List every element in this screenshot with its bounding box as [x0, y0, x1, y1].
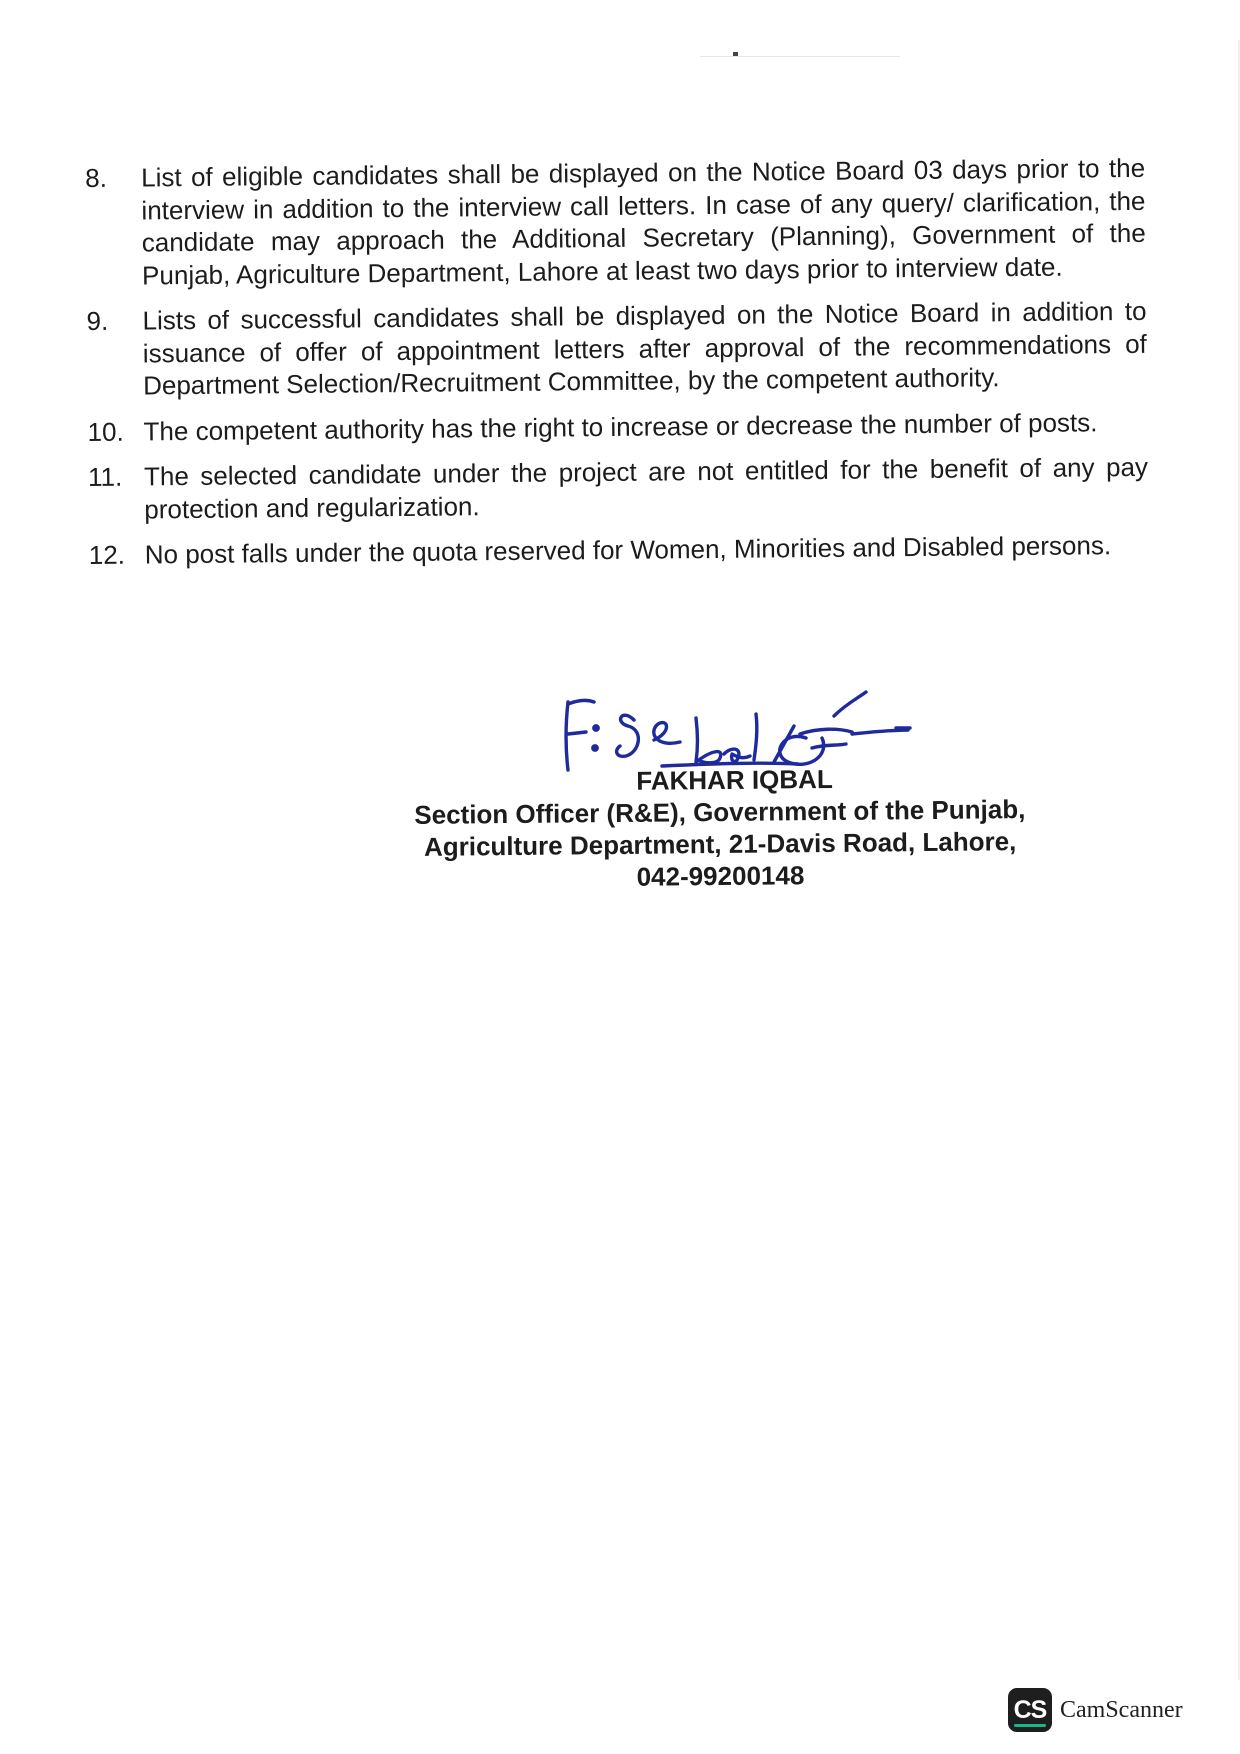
condition-text: The competent authority has the right to increase or decrease the number of posts. — [143, 406, 1098, 446]
signatory-name: FAKHAR IQBAL — [636, 763, 833, 796]
condition-text: The selected candidate under the project are not entitled for the benefit of any pay protection and regularization. — [143, 451, 1149, 524]
conditions-list — [85, 152, 1149, 585]
condition-text: Lists of successful candidates shall be displayed on the Notice Board in addition to issuance of offer of appointment letters after approval of the recommendations of Department Selection/Recruitment Committee, by the competent authority. — [142, 295, 1147, 401]
condition-text: No post falls under the quota reserved for Women, Minorities and Disabled persons. — [144, 530, 1112, 570]
condition-number: 8. — [85, 162, 107, 193]
signatory-designation: Section Officer (R&E), Government of the Punjab, — [414, 794, 1026, 830]
condition-item — [88, 451, 1149, 526]
signatory-phone: 042-99200148 — [636, 860, 805, 892]
condition-number: 9. — [86, 305, 109, 336]
signatory-block — [339, 760, 1100, 895]
signature-strokes — [566, 692, 910, 770]
condition-number: 10. — [87, 416, 124, 447]
camscanner-label: CamScanner — [1060, 1696, 1183, 1723]
condition-item — [87, 405, 1147, 448]
camscanner-logo-icon — [1008, 1688, 1052, 1732]
condition-text: List of eligible candidates shall be displayed on the Notice Board 03 days prior to the interview in addition to the interview call letters. In case of any query/ clarification, the candidate may approach the Additional Secretary (Planning), Government of the Punjab, Agriculture Department, Lahore at least two days prior to interview date. — [141, 152, 1146, 290]
condition-number: 11. — [87, 461, 123, 492]
condition-item — [86, 295, 1147, 403]
signatory-address: Agriculture Department, 21-Davis Road, Lahore, — [423, 826, 1017, 862]
camscanner-logo-text: CS — [1013, 1695, 1047, 1724]
scan-artifact-line — [700, 56, 900, 57]
camscanner-watermark — [1008, 1688, 1183, 1732]
condition-number: 12. — [88, 539, 126, 570]
condition-item — [85, 152, 1146, 292]
condition-item — [89, 529, 1149, 572]
